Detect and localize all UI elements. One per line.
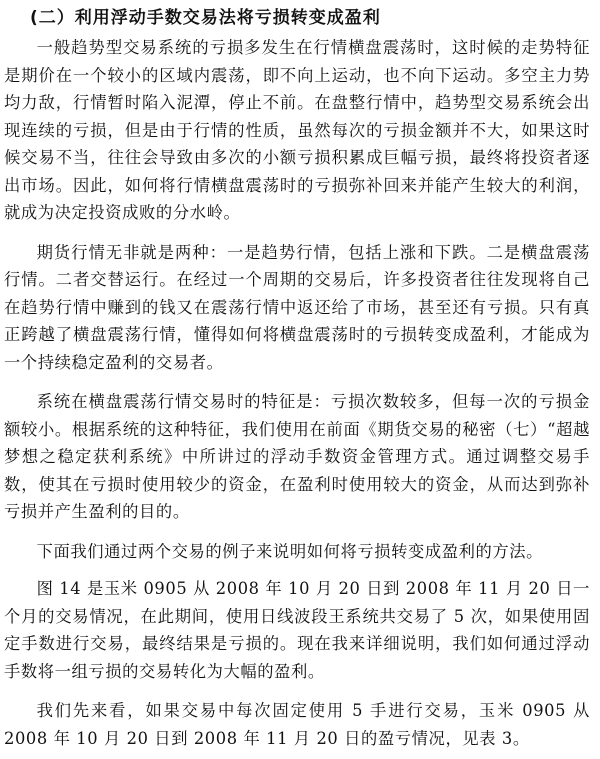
paragraph-6: 我们先来看，如果交易中每次固定使用 5 手进行交易，玉米 0905 从 2008 年 10 月 20 日到 2008 年 11 月 20 日的盈亏情况，见表 3。 — [4, 701, 590, 748]
section-heading: (二）利用浮动手数交易法将亏损转变成盈利 — [30, 8, 381, 28]
paragraph-3: 系统在横盘震荡行情交易时的特征是：亏损次数较多，但每一次的亏损金额较小。根据系统的这种特征，我们使用在前面《期货交易的秘密（七）“超越梦想之稳定获利系统》中所讲过的浮动手数资金管理方式。通过调整交易手数，使其在亏损时使用较少的资金，在盈利时使用较大的资金，从而达到弥补亏损并产生盈利的目的。 — [4, 392, 590, 521]
paragraph-5: 图 14 是玉米 0905 从 2008 年 10 月 20 日到 2008 年 11 月 20 日一个月的交易情况，在此期间，使用日线波段王系统共交易了 5 次，如果使用固定手数进行交易，最终结果是亏损的。现在我来详细说明，我们如何通过浮动手数将一组亏损的交易转化为大幅的盈利。 — [4, 579, 590, 681]
paragraph-2: 期货行情无非就是两种：一是趋势行情，包括上涨和下跌。二是横盘震荡行情。二者交替运行。在经过一个周期的交易后，许多投资者往往发现将自己在趋势行情中赚到的钱又在震荡行情中返还给了市场，甚至还有亏损。只有真正跨越了横盘震荡行情，懂得如何将横盘震荡时的亏损转变成盈利，才能成为一个持续稳定盈利的交易者。 — [4, 242, 590, 372]
paragraph-4: 下面我们通过两个交易的例子来说明如何将亏损转变成盈利的方法。 — [36, 541, 544, 561]
paragraph-1: 一般趋势型交易系统的亏损多发生在行情横盘震荡时，这时候的走势特征是期价在一个较小的区域内震荡，即不向上运动，也不向下运动。多空主力势均力敌，行情暂时陷入泥潭，停止不前。在盘整行情中，趋势型交易系统会出现连续的亏损，但是由于行情的性质，虽然每次的亏损金额并不大，如果这时候交易不当，往往会导致由多次的小额亏损积累成巨幅亏损，最终将投资者逐出市场。因此，如何将行情横盘震荡时的亏损弥补回来并能产生较大的利润，就成为决定投资成败的分水岭。 — [4, 38, 590, 222]
